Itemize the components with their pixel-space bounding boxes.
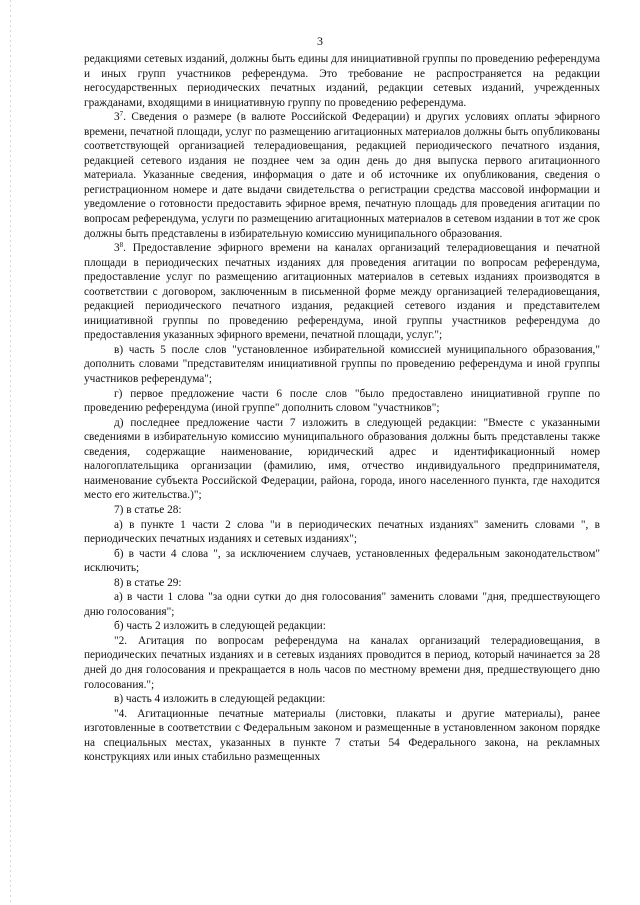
paragraph-text: г) первое предложение части 6 после слов "было предоставлено инициативной группе по проведению референдума (иной группе" дополнить словом "участников"; (84, 387, 600, 415)
paragraph (84, 634, 600, 692)
paragraph-text: 7) в статье 28: (114, 503, 182, 516)
paragraph (84, 416, 600, 503)
paragraph-text: в) часть 5 после слов "установленное избирательной комиссией муниципального образования," дополнить словами "представителям инициативной группы по проведению референдума и иной группы участников референдума"; (84, 343, 600, 386)
paragraph (84, 518, 600, 547)
paragraph (84, 110, 600, 241)
paragraph-text: редакциями сетевых изданий, должны быть едины для инициативной группы по проведению референдума и иных групп участников референдума. Это требование не распространяется на редакции негосударственных периодических печатных изданий, редакции сетевых изданий, учрежденных гражданами, входящими в инициативную группу по проведению референдума. (84, 53, 600, 109)
paragraph-text: а) в части 1 слова "за одни сутки до дня голосования" заменить словами "дня, предшествующего дню голосования"; (84, 591, 600, 618)
clause-number: 3 (114, 242, 120, 255)
paragraph (84, 52, 600, 110)
paragraph-text: "4. Агитационные печатные материалы (листовки, плакаты и другие материалы), ранее изготовленные в соответствии с Федеральным законом и размещенные в установленном законом порядке на специальных местах, указанных в пункте 7 статьи 54 Федерального закона, на рекламных конструкциях или иных стабильно размещенных (84, 707, 600, 764)
paragraph-text: б) часть 2 изложить в следующей редакции: (114, 620, 326, 633)
paragraph (84, 619, 600, 634)
paragraph (84, 692, 600, 707)
paragraph-text: . Сведения о размере (в валюте Российской Федерации) и других условиях оплаты эфирного времени, печатной площади, услуг по размещению агитационных материалов должны быть опубликованы соответствующей организацией телерадиовещания, редакцией периодического печатного издания, редакцией сетевого издания не позднее чем за один день до дня выпуска первого агитационного материала. Указанные сведения, информация о дате и об источнике их опубликования, сведения о регистрационном номере и дате выдачи свидетельства о регистрации средства массовой информации и уведомление о готовности предоставить эфирное время, печатную площадь для проведения агитации по вопросам референдума, услуги по размещению агитационных материалов в сетевом издании в тот же срок должны быть представлены в избирательную комиссию муниципального образования. (84, 111, 600, 240)
paragraph (84, 590, 600, 619)
paragraph-text: д) последнее предложение части 7 изложить в следующей редакции: "Вместе с указанными сведениями в избирательную комиссию муниципального образования должны быть представлены также сведения, содержащие наименование, юридический адрес и идентификационный номер налогоплательщика организации (фамилию, имя, отчество индивидуального предпринимателя, наименование субъекта Российской Федерации, района, города, иного населенного пункта, где находится место его жительства.)"; (84, 416, 600, 502)
paragraph (84, 503, 600, 518)
document-body (84, 52, 600, 765)
paragraph-text: в) часть 4 изложить в следующей редакции: (114, 693, 326, 706)
paragraph-text: "2. Агитация по вопросам референдума на каналах организаций телерадиовещания, в периодических печатных изданиях и в сетевых изданиях проводится в период, который начинается за 28 дней до дня голосования и прекращается в ноль часов по местному времени дня, предшествующего дню голосования."; (84, 634, 600, 691)
paragraph-text: а) в пункте 1 части 2 слова "и в периодических печатных изданиях" заменить словами ", в периодических печатных изданиях и сетевых изданиях"; (84, 518, 600, 546)
paragraph (84, 707, 600, 765)
paragraph-text: . Предоставление эфирного времени на каналах организаций телерадиовещания и печатной площади в периодических печатных изданиях для проведения агитации по вопросам референдума, предоставление услуг по размещению агитационных материалов в сетевых изданиях производятся в соответствии с договором, заключенным в письменной форме между организацией телерадиовещания, редакцией периодического печатного издания, редакцией сетевого издания и представителем инициативной группы по проведению референдума, иной группы участников референдума до предоставления указанных эфирного времени, печатной площади, услуг."; (84, 242, 600, 342)
scan-edge-mark (10, 0, 11, 905)
clause-superscript: 8 (119, 241, 124, 250)
paragraph (84, 343, 600, 387)
page-number: 3 (317, 34, 323, 48)
paragraph-text: 8) в статье 29: (114, 576, 182, 589)
clause-number: 3 (114, 111, 120, 124)
paragraph (84, 241, 600, 343)
clause-superscript: 7 (119, 110, 124, 119)
paragraph-text: б) в части 4 слова ", за исключением случаев, установленных федеральным законодательством" исключить; (84, 547, 600, 575)
paragraph (84, 387, 600, 416)
paragraph (84, 547, 600, 576)
paragraph (84, 576, 600, 591)
